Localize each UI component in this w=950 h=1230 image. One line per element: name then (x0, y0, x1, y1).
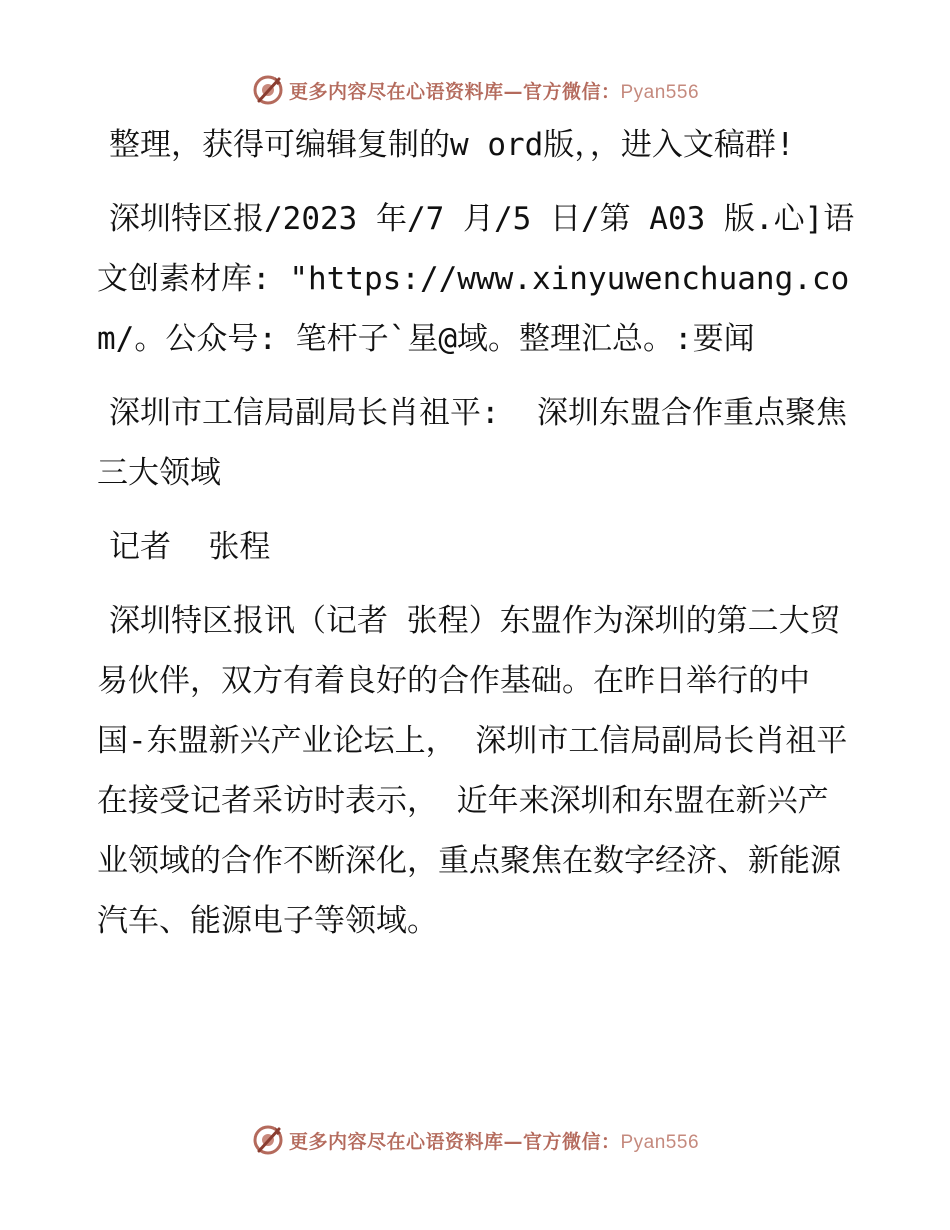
quill-seal-icon (251, 1123, 285, 1157)
footer-watermark (0, 1120, 950, 1160)
byline: 记者 张程 (109, 529, 271, 565)
article-body-paragraph: 深圳特区报讯（记者 张程）东盟作为深圳的第二大贸易伙伴，双方有着良好的合作基础。在昨日举行的中国-东盟新兴产业论坛上， 深圳市工信局副局长肖祖平在接受记者采访时表示， 近年来深圳和东盟在新兴产业领域的合作不断深化，重点聚焦在数字经济、新能源汽车、能源电子等领域。 (97, 603, 848, 939)
watermark-text: 更多内容尽在心语资料库—官方微信：Pyan556 (288, 1130, 700, 1153)
article-headline: 深圳市工信局副局长肖祖平: 深圳东盟合作重点聚焦三大领域 (97, 395, 847, 491)
source-paragraph: 深圳特区报/2023 年/7 月/5 日/第 A03 版.心]语文创素材库: "https://www.xinyuwenchuang.com/。公众号: 笔杆子`星@域。整理汇总。:要闻 (97, 201, 855, 357)
document-body (97, 115, 857, 965)
header-watermark (0, 70, 950, 110)
quill-seal-icon (251, 73, 285, 107)
watermark-text: 更多内容尽在心语资料库—官方微信：Pyan556 (288, 80, 700, 103)
intro-paragraph: 整理，获得可编辑复制的w ord版，，进入文稿群! (109, 127, 795, 163)
